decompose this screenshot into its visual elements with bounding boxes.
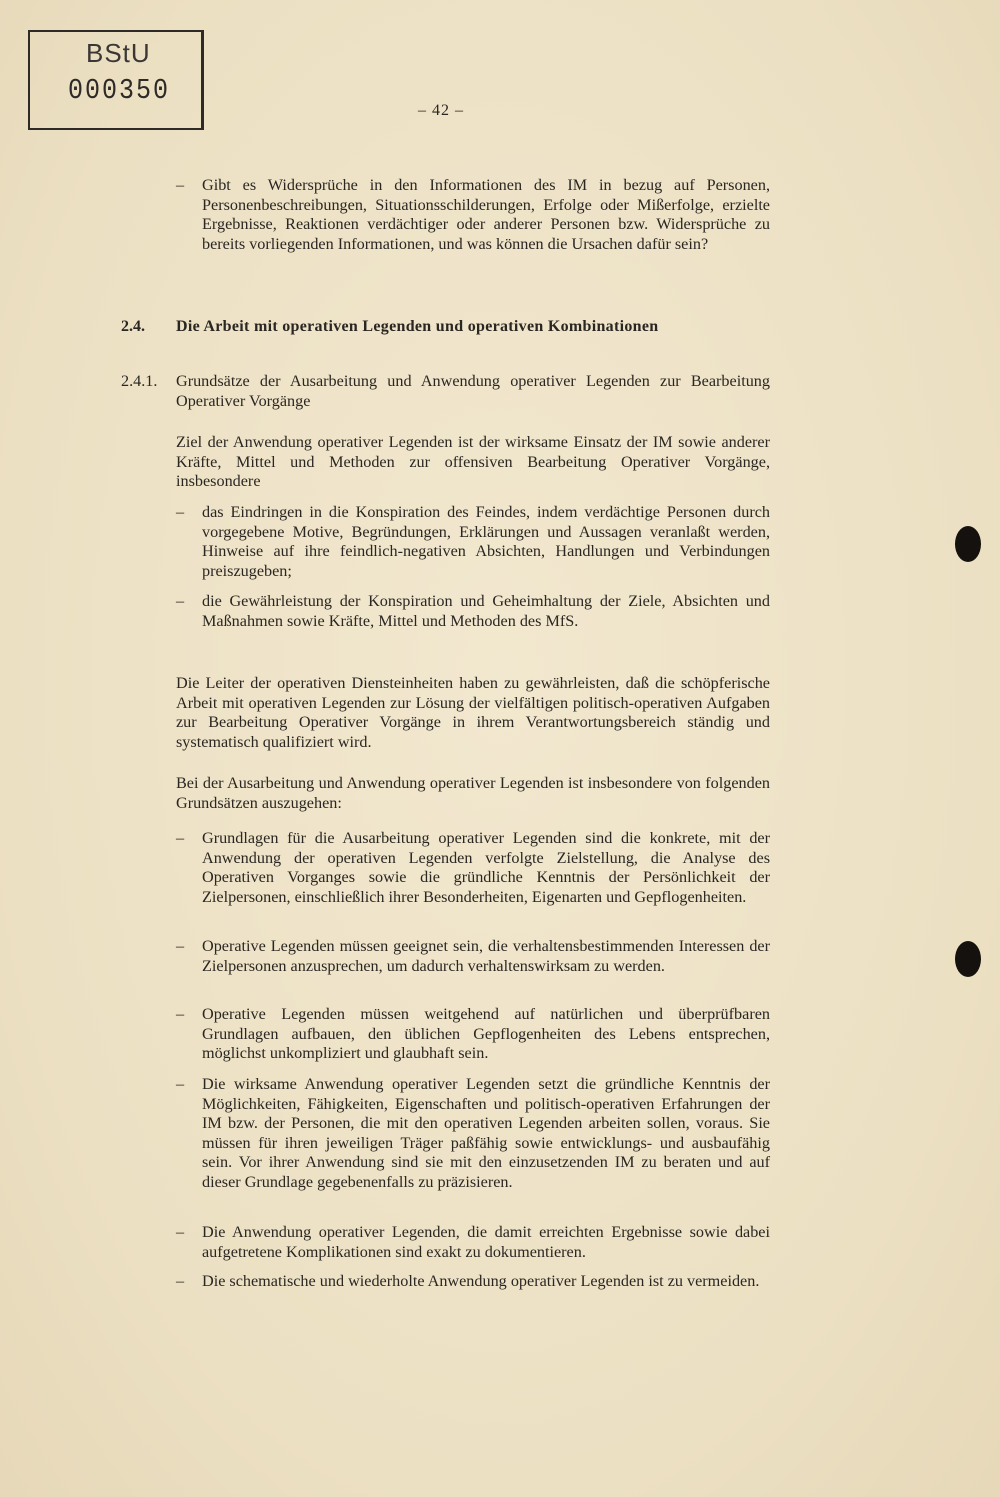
- subsection-title: Grundsätze der Ausarbeitung und Anwendung operativer Legenden zur Bearbeitung Operativer Vorgänge: [176, 372, 770, 410]
- bullet-dash: –: [176, 1005, 185, 1023]
- principle-text: Operative Legenden müssen weitgehend auf natürlichen und überprüfbaren Grundlagen aufbauen, den üblichen Gepflogenheiten des Lebens entsprechen, möglichst unkompliziert und glaubhaft sein.: [202, 1005, 770, 1063]
- bullet-dash: –: [176, 592, 185, 610]
- leaders-paragraph: Die Leiter der operativen Diensteinheiten haben zu gewährleisten, daß die schöpferische Arbeit mit operativen Legenden zur Lösung der vielfältigen politisch-operativen Aufgaben zur Bearbeitung Operativer Vorgänge in ihrem Verantwortungsbereich ständig und systematisch qualifiziert wird.: [176, 674, 770, 751]
- goal-paragraph: Ziel der Anwendung operativer Legenden ist der wirksame Einsatz der IM sowie anderer Kräfte, Mittel und Methoden zur offensiven Bearbeitung Operativer Vorgänge, insbesondere: [176, 433, 770, 491]
- goal-item-text: das Eindringen in die Konspiration des Feindes, indem verdächtige Personen durch vorgegebene Motive, Begründungen, Erklärungen und Aussagen veranlaßt werden, Hinweise auf ihre feindlich-negativen Absichten, Handlungen und Verbindungen preiszugeben;: [202, 503, 770, 580]
- principle-text: Die schematische und wiederholte Anwendung operativer Legenden ist zu vermeiden.: [202, 1272, 760, 1290]
- principle-text: Operative Legenden müssen geeignet sein, die verhaltensbestimmenden Interessen der Zielpersonen anzusprechen, um dadurch verhaltenswirksam zu werden.: [202, 937, 770, 975]
- principle-text: Grundlagen für die Ausarbeitung operativer Legenden sind die konkrete, mit der Anwendung der operativen Legenden verfolgte Zielstellung, die Analyse des Operativen Vorganges sowie die gründliche Kenntnis der Persönlichkeit der Zielpersonen, einschließlich ihrer Besonderheiten, Eigenarten und Gepflogenheiten.: [202, 829, 770, 906]
- principle-text: Die Anwendung operativer Legenden, die damit erreichten Ergebnisse sowie dabei aufgetretene Komplikationen sind exakt zu dokumentieren.: [202, 1223, 770, 1261]
- bullet-dash: –: [176, 176, 185, 194]
- section-title: Die Arbeit mit operativen Legenden und operativen Kombinationen: [176, 318, 659, 335]
- bullet-dash: –: [176, 1075, 185, 1093]
- bullet-dash: –: [176, 829, 185, 847]
- intro-item-text: Gibt es Widersprüche in den Informationen des IM in bezug auf Personen, Personenbeschreibungen, Situationsschilderungen, Erfolge oder Mißerfolge, erzielte Ergebnisse, Reaktionen verdächtiger oder anderer Personen bzw. Widersprüche zu bereits vorliegenden Informationen, und was können die Ursachen dafür sein?: [202, 176, 770, 253]
- bullet-dash: –: [176, 1223, 185, 1241]
- bullet-dash: –: [176, 1272, 185, 1290]
- page-number: – 42 –: [418, 102, 464, 119]
- punch-hole-icon: [955, 526, 981, 562]
- bullet-dash: –: [176, 937, 185, 955]
- stamp-title: BStU: [86, 38, 151, 68]
- stamp-number: 000350: [68, 73, 171, 108]
- section-number: 2.4.: [121, 318, 145, 335]
- principles-intro: Bei der Ausarbeitung und Anwendung operativer Legenden ist insbesondere von folgenden Grundsätzen auszugehen:: [176, 774, 770, 812]
- punch-hole-icon: [955, 941, 981, 977]
- bullet-dash: –: [176, 503, 185, 521]
- archive-stamp: [28, 30, 204, 130]
- goal-item-text: die Gewährleistung der Konspiration und Geheimhaltung der Ziele, Absichten und Maßnahmen sowie Kräfte, Mittel und Methoden des MfS.: [202, 592, 770, 630]
- subsection-number: 2.4.1.: [121, 372, 158, 390]
- principle-text: Die wirksame Anwendung operativer Legenden setzt die gründliche Kenntnis der Möglichkeiten, Fähigkeiten, Eigenschaften und politisch-operativen Erfahrungen der IM bzw. der Personen, die mit den operativen Legenden arbeiten sollen, voraus. Sie müssen für ihren jeweiligen Träger paßfähig sowie entwicklungs- und ausbaufähig sein. Vor ihrer Anwendung sind sie mit den einzusetzenden IM zu beraten und auf dieser Grundlage gegebenenfalls zu präzisieren.: [202, 1075, 770, 1191]
